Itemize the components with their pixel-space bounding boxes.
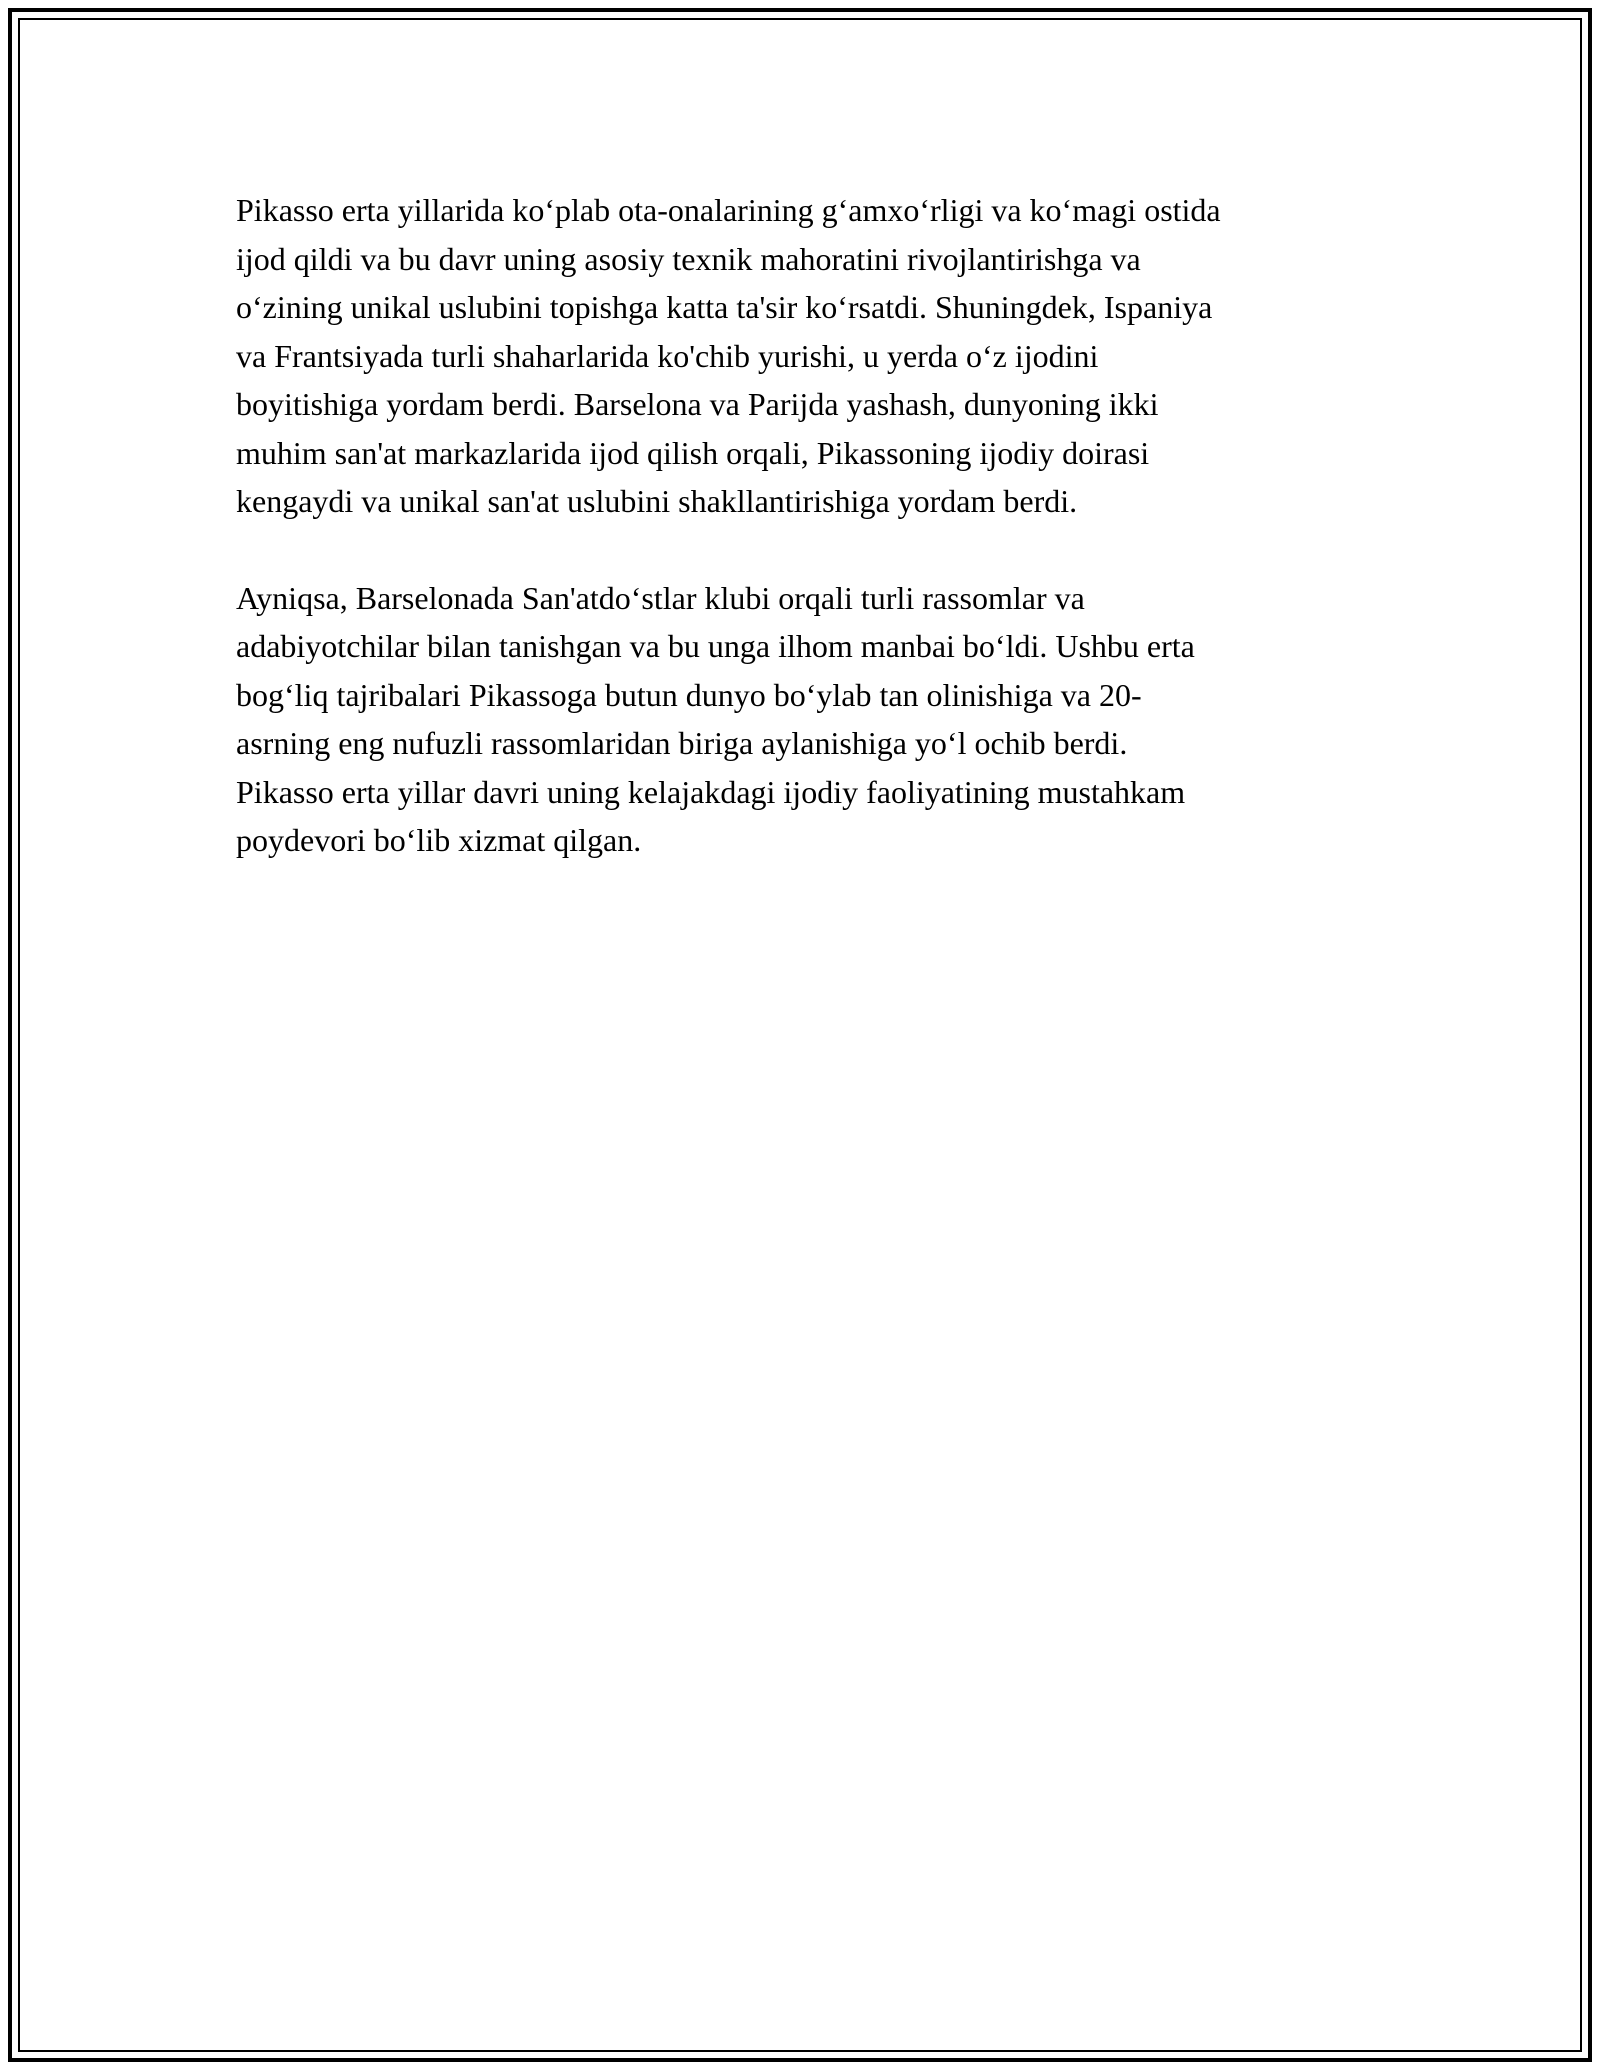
document-body [236,186,1376,865]
text-line: bog‘liq tajribalari Pikassoga butun dunyo bo‘ylab tan olinishiga va 20- [236,676,1142,713]
text-line: boyitishiga yordam berdi. Barselona va Parijda yashash, dunyoning ikki [236,386,1159,422]
paragraph-2 [236,574,1376,865]
text-line: poydevori bo‘lib xizmat qilgan. [236,822,642,858]
text-line: muhim san'at markazlarida ijod qilish orqali, Pikassoning ijodiy doirasi [236,434,1150,471]
paragraph-1 [236,186,1376,526]
text-line: Pikasso erta yillar davri uning kelajakdagi ijodiy faoliyatining mustahkam [236,773,1186,810]
text-line: Pikasso erta yillarida ko‘plab ota-onalarining g‘amxo‘rligi va ko‘magi ostida [236,192,1221,228]
text-line: o‘zining unikal uslubini topishga katta ta'sir ko‘rsatdi. Shuningdek, Ispaniya [236,289,1213,325]
text-line: adabiyotchilar bilan tanishgan va bu unga ilhom manbai bo‘ldi. Ushbu erta [236,628,1195,664]
text-line: kengaydi va unikal san'at uslubini shakllantirishiga yordam berdi. [236,483,1078,519]
text-line: asrning eng nufuzli rassomlaridan biriga aylanishiga yo‘l ochib berdi. [236,725,1128,761]
text-line: ijod qildi va bu davr uning asosiy texnik mahoratini rivojlantirishga va [236,240,1141,277]
text-line: Ayniqsa, Barselonada San'atdo‘stlar klubi orqali turli rassomlar va [236,579,1085,616]
text-line: va Frantsiyada turli shaharlarida ko'chib yurishi, u yerda o‘z ijodini [236,337,1099,374]
